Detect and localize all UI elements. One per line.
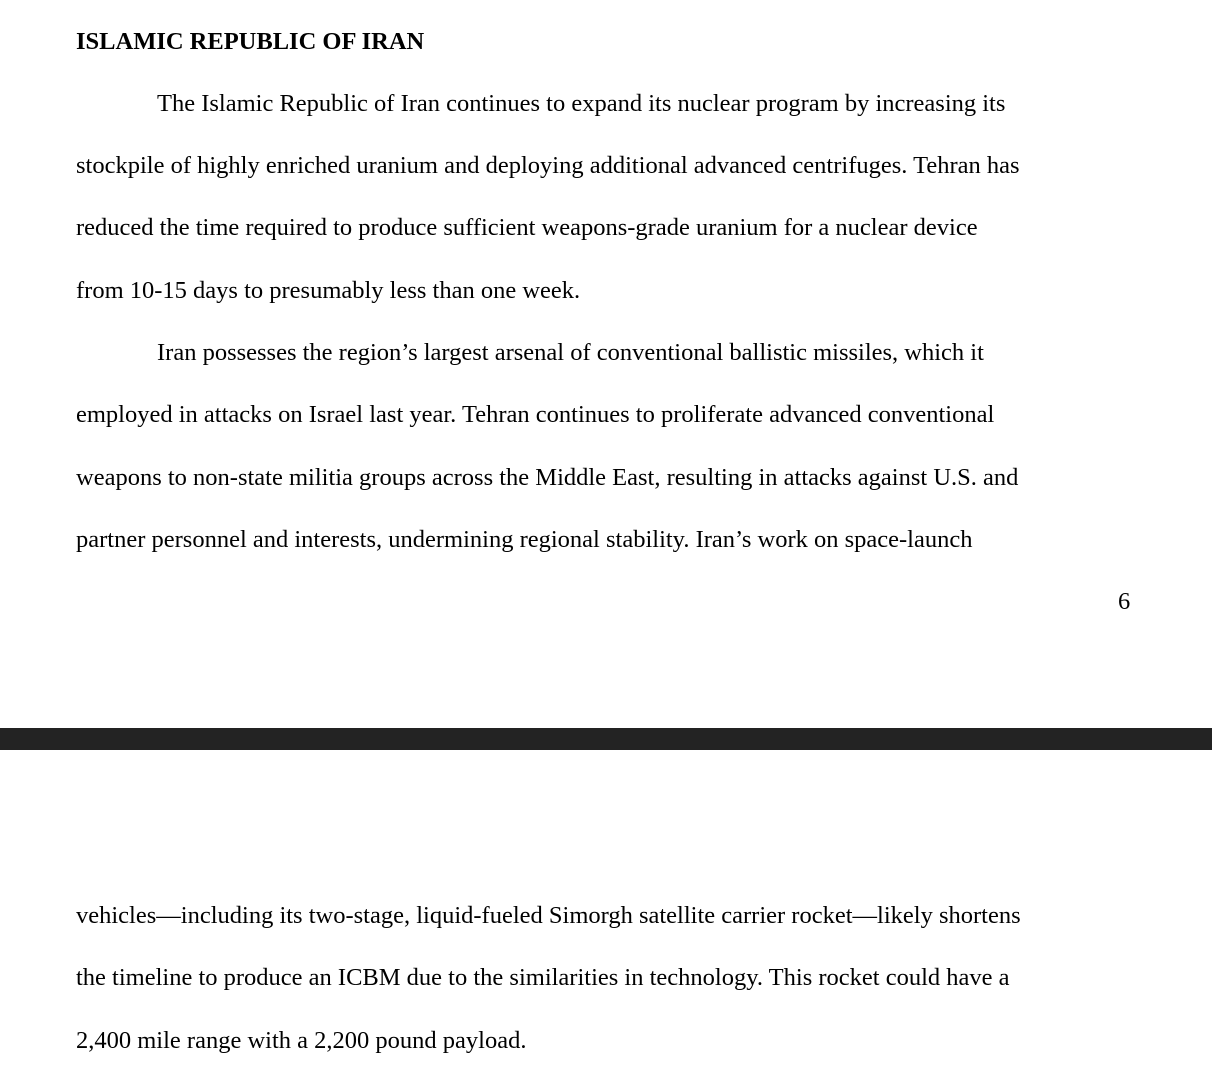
section-heading: ISLAMIC REPUBLIC OF IRAN [76,28,425,55]
paragraph-1-line-2: stockpile of highly enriched uranium and deploying additional advanced centrifuges. Tehran has [76,152,1020,179]
paragraph-2-line-3: weapons to non-state militia groups across the Middle East, resulting in attacks against U.S. and [76,464,1019,491]
page-break-divider [0,728,1212,750]
paragraph-1-line-3: reduced the time required to produce sufficient weapons-grade uranium for a nuclear device [76,214,978,241]
paragraph-2-line-1: Iran possesses the region’s largest arsenal of conventional ballistic missiles, which it [157,339,984,366]
paragraph-2-line-2: employed in attacks on Israel last year. Tehran continues to proliferate advanced conventional [76,401,995,428]
paragraph-1-line-1: The Islamic Republic of Iran continues to expand its nuclear program by increasing its [157,90,1006,117]
continued-paragraph-line-1: vehicles—including its two-stage, liquid-fueled Simorgh satellite carrier rocket—likely shortens [76,902,1021,929]
continued-paragraph-line-2: the timeline to produce an ICBM due to the similarities in technology. This rocket could have a [76,964,1010,991]
paragraph-1-line-4: from 10-15 days to presumably less than one week. [76,277,581,304]
continued-paragraph-line-3: 2,400 mile range with a 2,200 pound payload. [76,1027,527,1054]
document-page-7 [0,750,1212,1082]
page-number: 6 [1118,588,1131,615]
paragraph-2-line-4: partner personnel and interests, undermining regional stability. Iran’s work on space-launch [76,526,973,553]
